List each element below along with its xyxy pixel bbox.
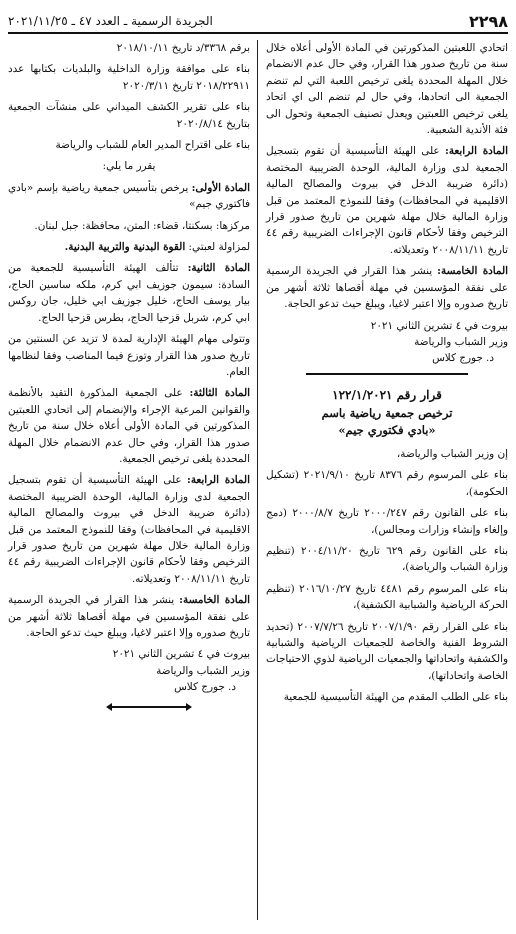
page-number: ٢٢٩٨ [468,11,508,31]
signature-date: بيروت في ٤ تشرين الثاني ٢٠٢١ [112,648,250,661]
article-three: المادة الثالثة: على الجمعية المذكورة التقيد بالأنظمة والقوانين المرعية الإجراء والإنضمام إلى اتحادي اللعبتين المذكورتين في المادة الأولى أعلاه خلال سنة من تاريخ صدور هذا القرار، وفي حال عدم الانضمام خلال المهلة المحددة يلغى ترخيص الجمعية. [8,387,250,465]
article-heading: المادة الخامسة: [437,265,508,278]
recital: بناء على القرار رقم ٢٠٠٧/١/٩٠ تاريخ ٢٠٠٧/٧/٢٦ (تحديد الشروط الفنية والخاصة للجمعيات الرياضية والشبابية والكشفية واتحاداتها والجمعيات الرياضية لذوي الاحتياجات الخاصة واتحاداتها)، [266,620,508,682]
location: مركزها: بسكنتا، قضاء: المتن، محافظة: جبل لبنان. [34,219,250,232]
recital: بناء على الطلب المقدم من الهيئة التأسيسية للجمعية [283,691,508,704]
signature-title: وزير الشباب والرياضة [156,664,250,677]
article-heading: المادة الثانية: [187,262,251,275]
recital: بناء على المرسوم رقم ٨٣٧٦ تاريخ ٢٠٢١/٩/١٠ (تشكيل الحكومة)، [266,469,509,498]
left-column [8,40,250,708]
recital: بناء على اقتراح المدير العام للشباب والرياضة [55,139,250,152]
recital: بناء على تقرير الكشف الميداني على منشآت الجمعية بتاريخ ٢٠٢٠/٨/١٤ [8,101,250,130]
signature-name: د. جورج كلاس [174,681,236,694]
separator-rule [306,373,468,375]
end-rule [108,706,190,708]
article-four: المادة الرابعة: على الهيئة التأسيسية أن تقوم بتسجيل الجمعية لدى وزارة المالية، الوحدة الضريبية المختصة (دائرة ضريبة الدخل في بيروت والمصالح المالية الاقليمية في المحافظات) وفقا للنموذج المعتمد من قبل وزارة المالية خلال مهلة شهرين من تاريخ صدور قرار الترخيص وفقا لأحكام قانون الإجراءات الضريبية رقم ٤٤ تاريخ ٢٠٠٨/١١/١١ وتعديلاته. [8,474,250,585]
article-heading: المادة الخامسة: [179,594,250,607]
article-heading: المادة الرابعة: [445,145,508,158]
intro: إن وزير الشباب والرياضة، [396,447,508,460]
article-five: المادة الخامسة: ينشر هذا القرار في الجريدة الرسمية على نفقة المؤسسين في مهلة أقصاها ثلاثة أشهر من تاريخ صدوره وإلا اعتبر لاغيا، ويبلغ حيث تدعو الحاجة. [8,594,250,639]
recital: بناء على القانون رقم ٢٠٠٠/٢٤٧ تاريخ ٢٠٠٠/٨/٧ (دمج وإلغاء وإنشاء وزارات ومجالس)، [266,507,509,536]
games-line: لمزاولة لعبتي: القوة البدنية والتربية البدنية. [64,241,250,254]
article-heading: المادة الرابعة: [187,474,250,487]
games-names: القوة البدنية والتربية البدنية. [64,241,186,254]
article-heading: المادة الأولى: [191,181,250,194]
article-heading: المادة الثالثة: [189,387,250,400]
recital: بناء على القانون رقم ٦٢٩ تاريخ ٢٠٠٤/١١/٢٠ (تنظيم وزارة الشباب والرياضة)، [266,544,508,574]
article-one: المادة الأولى: يرخص بتأسيس جمعية رياضية بإسم «بادي فاكتوري جيم» [8,181,250,211]
signature-date: بيروت في ٤ تشرين الثاني ٢٠٢١ [370,319,508,332]
signature-block [8,646,250,695]
decision-title: قرار رقم ١٢٢/١/٢٠٢١ [332,387,442,402]
signature-title: وزير الشباب والرياضة [414,335,508,348]
decision-subtitle: ترخيص جمعية رياضية باسم [321,406,453,421]
article-four: المادة الرابعة: على الهيئة التأسيسية أن تقوم بتسجيل الجمعية لدى وزارة المالية، الوحدة الضريبية المختصة (دائرة ضريبة الدخل في بيروت والمصالح المالية الاقليمية في المحافظات) وفقا للنموذج المعتمد من قبل وزارة المالية خلال مهلة شهرين من تاريخ صدور قرار الترخيص وفقا لأحكام قانون الإجراءات الضريبية رقم ٤٤ تاريخ ٢٠٠٨/١١/١١ وتعديلاته. [266,145,508,256]
decision-subtitle-name: «بادي فكتوري جيم» [338,422,436,437]
page-header [8,10,508,34]
paragraph: وتتولى مهام الهيئة الإدارية لمدة لا تزيد عن السنتين من تاريخ صدور هذا القرار وتوزع فيما المناصب وفقا لنظامها العام. [8,333,250,378]
decides-line: يقرر ما يلي: [102,160,156,173]
paragraph: اتحادي اللعبتين المذكورتين في المادة الأولى أعلاه خلال سنة من تاريخ صدور هذا القرار، وفي حال عدم الانضمام خلال المهلة المحددة يلغى ترخيص اللعبة التي لم تنضم الجمعية الى اتحادها، وفي حال لم تنضم الى اي اتحاد يلغى ترخيص اللعبتين ويعدل تصنيف الجمعية وتحول الى فئة الأندية الشعبية. [266,42,508,137]
article-two: المادة الثانية: تتألف الهيئة التأسيسية للجمعية من السادة: سيمون جوزيف ابي كرم، ملكه ساسين الحاج، بيار يوسف الحاج، خليل جوزيف ابي خليل، جان روكس ابي كرم، شربل قزحيا الحاج، بطرس قزحيا الحاج. [8,262,251,324]
signature-name: د. جورج كلاس [432,352,494,365]
recital: برقم ٣٣٦٨/د تاريخ ٢٠١٨/١٠/١١ [116,42,250,54]
gazette-title: الجريدة الرسمية ـ العدد ٤٧ ـ ٢٠٢١/١١/٢٥ [8,14,213,28]
recital: بناء على المرسوم رقم ٤٤٨١ تاريخ ٢٠١٦/١٠/٢٧ (تنظيم الحركة الرياضية والشبابية الكشفية)، [266,582,509,612]
right-column [266,40,508,711]
signature-block [266,318,508,367]
recital: بناء على موافقة وزارة الداخلية والبلديات بكتابها عدد ٢٠١٨/٢٢٩١١ تاريخ ٢٠٢٠/٣/١١ [8,63,250,92]
column-divider [257,40,258,920]
article-five: المادة الخامسة: ينشر هذا القرار في الجريدة الرسمية على نفقة المؤسسين في مهلة أقصاها ثلاثة أشهر من تاريخ صدوره وإلا اعتبر لاغيا، ويبلغ حيث تدعو الحاجة. [266,265,508,311]
